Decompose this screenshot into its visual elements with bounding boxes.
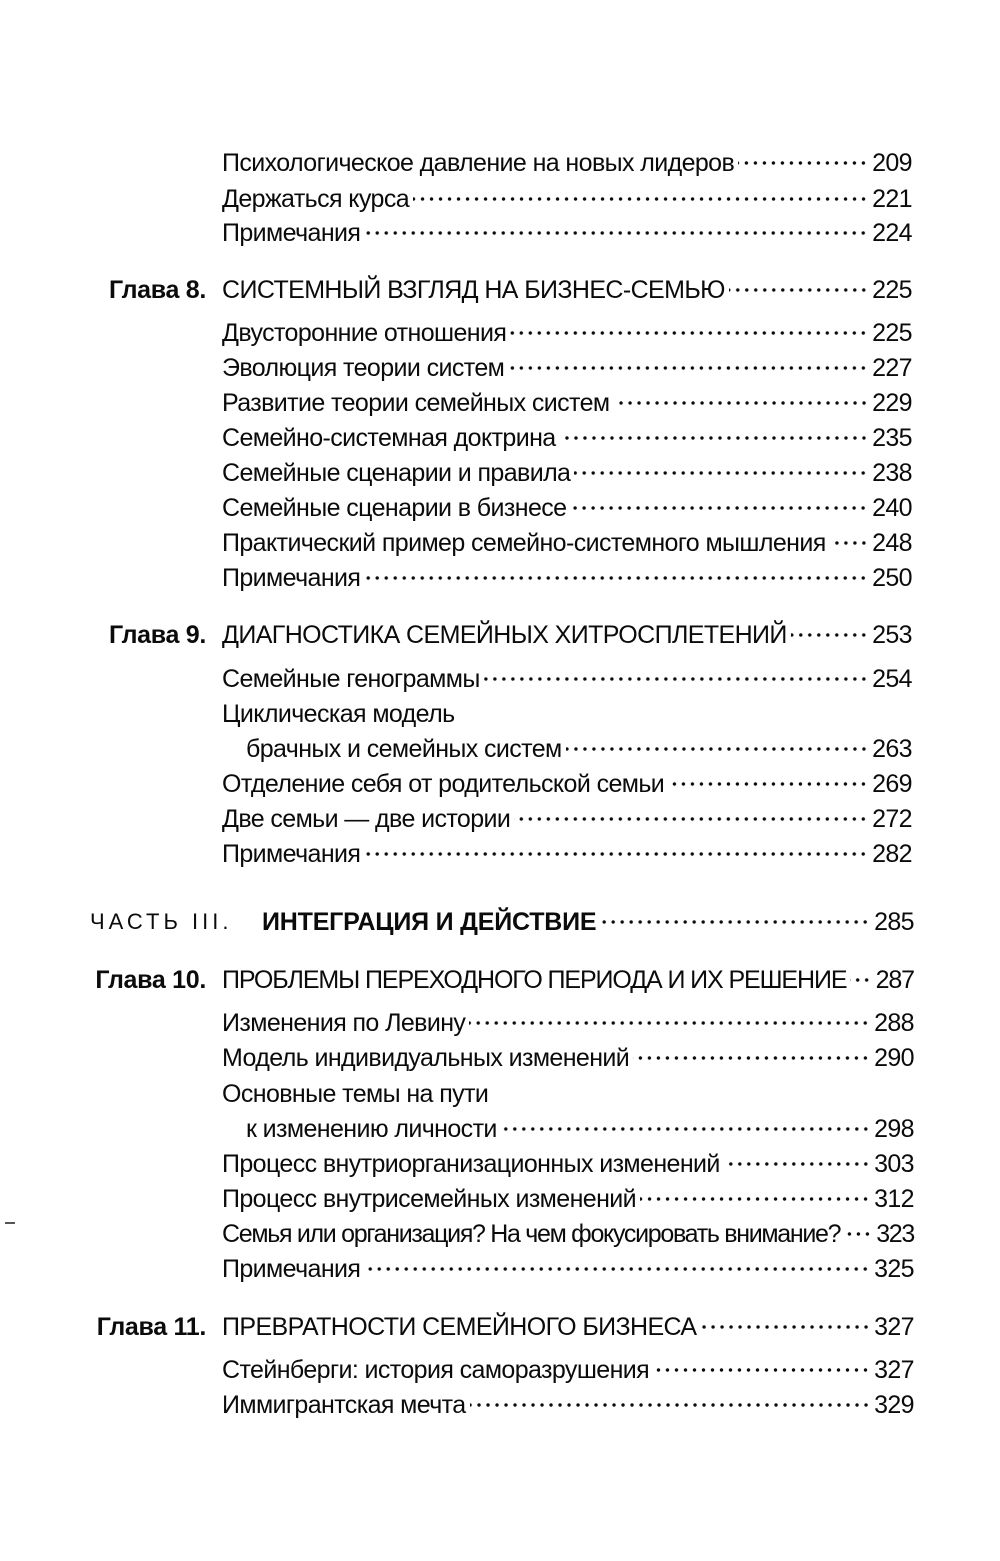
- page-number: 238: [872, 459, 912, 487]
- page-number: 303: [874, 1150, 914, 1178]
- entry-title: Две семьи — две истории: [222, 805, 511, 833]
- entry-title: Модель индивидуальных изменений: [222, 1044, 630, 1072]
- chapter-title: ПРОБЛЕМЫ ПЕРЕХОДНОГО ПЕРИОДА И ИХ РЕШЕНИЕ: [222, 966, 847, 994]
- page-number: 287: [875, 966, 914, 994]
- entry-title: Иммигрантская мечта: [222, 1391, 466, 1419]
- entry-title: Примечания: [222, 1255, 361, 1283]
- entry-title: Семейные сценарии и правила: [222, 459, 571, 487]
- page-number: 248: [872, 529, 912, 557]
- page-number: 229: [872, 389, 912, 417]
- entry-title: Семейные сценарии в бизнесе: [222, 494, 567, 522]
- dot-leader: [574, 471, 868, 475]
- entry-title: Примечания: [222, 219, 361, 247]
- chapter-title: СИСТЕМНЫЙ ВЗГЛЯД НА БИЗНЕС-СЕМЬЮ: [222, 276, 725, 304]
- dot-leader: [729, 288, 868, 292]
- page-number: 253: [872, 621, 912, 649]
- page-number: 240: [872, 494, 912, 522]
- entry-title: Двусторонние отношения: [222, 319, 507, 347]
- chapter-title: ДИАГНОСТИКА СЕМЕЙНЫХ ХИТРОСПЛЕТЕНИЙ: [222, 621, 787, 649]
- toc-entry: [222, 1217, 914, 1251]
- dot-leader: [566, 747, 868, 751]
- entry-title-line1: Циклическая модель: [222, 700, 455, 728]
- toc-entry: [222, 216, 912, 250]
- toc-entry: [222, 421, 912, 455]
- dot-leader: [850, 978, 871, 982]
- toc-entry: [222, 526, 912, 560]
- dot-leader: [514, 817, 868, 821]
- toc-entry: [222, 767, 912, 801]
- dot-leader: [364, 852, 868, 856]
- part-heading: [262, 905, 914, 939]
- page-number: 263: [872, 735, 912, 763]
- entry-title-line2: к изменению личности: [246, 1115, 497, 1143]
- toc-entry: [222, 1353, 914, 1387]
- dot-leader: [510, 331, 868, 335]
- page-number: 327: [874, 1356, 914, 1384]
- toc-entry: [222, 662, 912, 696]
- dot-leader: [560, 436, 868, 440]
- entry-title-line2: брачных и семейных систем: [246, 735, 562, 763]
- toc-entry: [222, 146, 912, 180]
- dot-leader: [364, 576, 868, 580]
- page-number: 298: [874, 1115, 914, 1143]
- page-number: 282: [872, 840, 912, 868]
- dot-leader: [633, 1056, 870, 1060]
- dot-leader: [724, 1162, 870, 1166]
- part-title: ИНТЕГРАЦИЯ И ДЕЙСТВИЕ: [262, 908, 597, 936]
- entry-title: Процесс внутриорганизационных изменений: [222, 1150, 720, 1178]
- page-number: 312: [874, 1185, 914, 1213]
- chapter-title: ПРЕВРАТНОСТИ СЕМЕЙНОГО БИЗНЕСА: [222, 1313, 697, 1341]
- dot-leader: [738, 161, 868, 165]
- chapter-label: Глава 11.: [96, 1313, 206, 1341]
- page-number: 209: [872, 149, 912, 177]
- toc-entry: [246, 732, 912, 766]
- dot-leader: [791, 633, 868, 637]
- chapter-label: Глава 9.: [108, 621, 206, 649]
- dot-leader: [701, 1325, 871, 1329]
- toc-entry: [222, 837, 912, 871]
- toc-entry: [222, 351, 912, 385]
- entry-title: Процесс внутрисемейных изменений: [222, 1185, 637, 1213]
- entry-title: Отделение себя от родительской семьи: [222, 770, 665, 798]
- page-number: 227: [872, 354, 912, 382]
- dot-leader: [501, 1127, 870, 1131]
- toc-entry: [222, 386, 912, 420]
- dot-leader: [364, 1267, 870, 1271]
- toc-entry: [246, 1112, 914, 1146]
- dot-leader: [640, 1197, 870, 1201]
- chapter-heading: [222, 963, 914, 997]
- page-number: 235: [872, 424, 912, 452]
- chapter-label: Глава 10.: [95, 966, 206, 994]
- dot-leader: [600, 920, 870, 924]
- entry-title: Изменения по Левину: [222, 1009, 466, 1037]
- page-number: 325: [874, 1255, 914, 1283]
- dot-leader: [484, 677, 868, 681]
- toc-entry: [222, 316, 912, 350]
- page-number: 323: [876, 1220, 914, 1248]
- entry-title: Практический пример семейно-системного мышления: [222, 529, 826, 557]
- dot-leader: [570, 506, 868, 510]
- page-number: 269: [872, 770, 912, 798]
- dot-leader: [653, 1368, 870, 1372]
- entry-title: Семья или организация? На чем фокусировать внимание?: [222, 1220, 841, 1248]
- toc-entry: [222, 456, 912, 490]
- page-number: 225: [872, 319, 912, 347]
- dot-leader: [470, 1403, 871, 1407]
- page-number: 225: [872, 276, 912, 304]
- page-number: 221: [872, 185, 912, 213]
- chapter-heading: [222, 618, 912, 652]
- dot-leader: [830, 541, 868, 545]
- toc-entry: [222, 802, 912, 836]
- toc-entry: [222, 491, 912, 525]
- dot-leader: [469, 1021, 870, 1025]
- entry-title: Примечания: [222, 840, 361, 868]
- toc-entry: [222, 1041, 914, 1075]
- dot-leader: [844, 1232, 872, 1236]
- page-number: 224: [872, 219, 912, 247]
- entry-title: Примечания: [222, 564, 361, 592]
- entry-title: Держаться курса: [222, 185, 410, 213]
- page-number: 285: [874, 908, 914, 936]
- page-number: 254: [872, 665, 912, 693]
- chapter-heading: [222, 273, 912, 307]
- toc-entry: [222, 1252, 914, 1286]
- entry-title: Семейно-системная доктрина: [222, 424, 556, 452]
- dot-leader: [413, 197, 868, 201]
- dot-leader: [364, 231, 868, 235]
- toc-entry: [222, 1006, 914, 1040]
- entry-title-line1: Основные темы на пути: [222, 1080, 489, 1108]
- chapter-heading: [222, 1310, 914, 1344]
- part-label: ЧАСТЬ III.: [90, 909, 233, 934]
- entry-title: Стейнберги: история саморазрушения: [222, 1356, 650, 1384]
- dot-leader: [614, 401, 869, 405]
- toc-entry: [222, 1388, 914, 1422]
- page-number: 327: [874, 1313, 914, 1341]
- toc-entry: [222, 1147, 914, 1181]
- page-number: 288: [874, 1009, 914, 1037]
- entry-title: Семейные генограммы: [222, 665, 480, 693]
- page-number: 250: [872, 564, 912, 592]
- toc-entry: [222, 1182, 914, 1216]
- scan-edge-mark: [5, 1222, 15, 1224]
- page-number: 272: [872, 805, 912, 833]
- toc-entry: [222, 182, 912, 216]
- dot-leader: [668, 782, 868, 786]
- entry-title: Развитие теории семейных систем: [222, 389, 610, 417]
- entry-title: Психологическое давление на новых лидеров: [222, 149, 735, 177]
- dot-leader: [508, 366, 868, 370]
- toc-entry: [222, 561, 912, 595]
- page-number: 329: [874, 1391, 914, 1419]
- chapter-label: Глава 8.: [108, 276, 206, 304]
- entry-title: Эволюция теории систем: [222, 354, 505, 382]
- page-number: 290: [874, 1044, 914, 1072]
